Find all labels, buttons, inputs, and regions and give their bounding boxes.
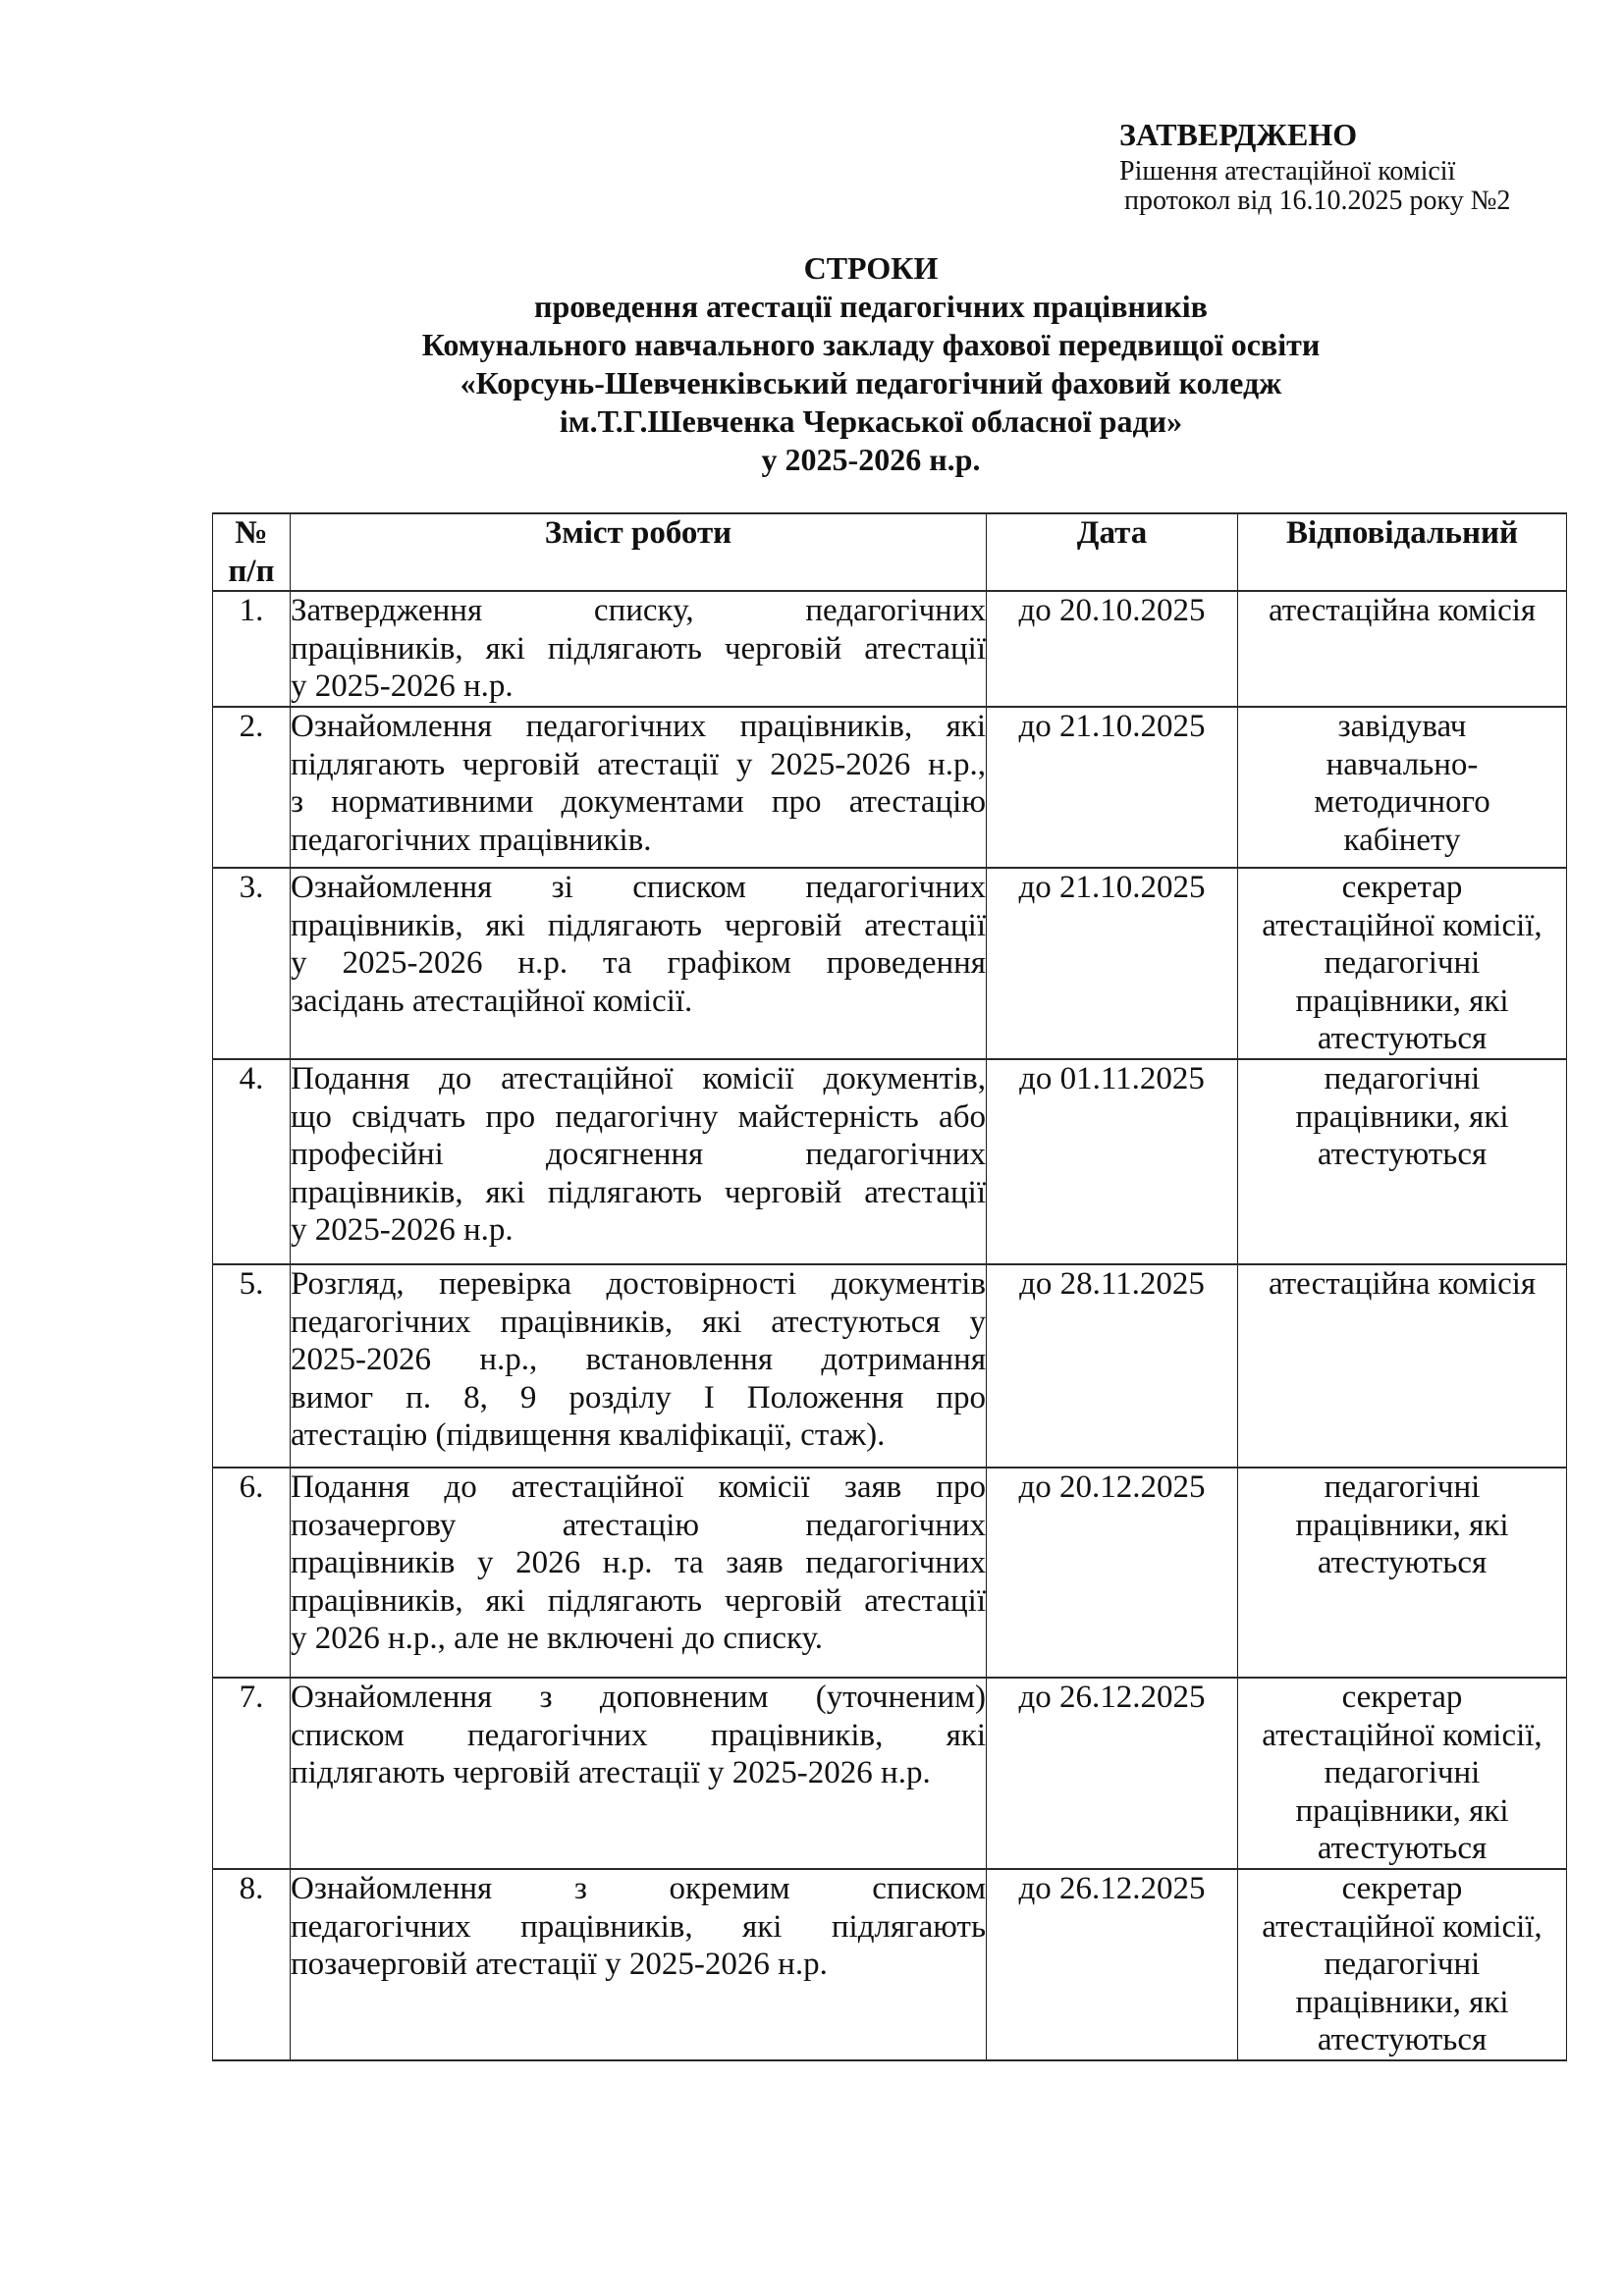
row-number: 4. xyxy=(213,1059,291,1264)
row-number: 3. xyxy=(213,868,291,1059)
content-line: Розгляд, перевірка достовірності документів xyxy=(291,1265,986,1302)
approval-title: ЗАТВЕРДЖЕНО xyxy=(1119,117,1358,152)
row-content xyxy=(291,1264,987,1468)
responsible-line: атестаційна комісія xyxy=(1268,1265,1537,1302)
responsible-line: працівники, які xyxy=(1295,1098,1509,1135)
row-number: 1. xyxy=(213,591,291,707)
responsible-line: атестуються xyxy=(1317,1831,1488,1867)
row-content xyxy=(291,591,987,707)
header-date: Дата xyxy=(987,513,1238,591)
content-line: Затвердження списку, педагогічних xyxy=(291,593,986,629)
responsible-line: секретар xyxy=(1341,869,1463,905)
responsible-line: педагогічні xyxy=(1324,1060,1481,1096)
responsible-line: працівники, які xyxy=(1295,1984,1509,2020)
content-line: працівників, які підлягають черговій атестації xyxy=(291,907,986,943)
content-line: позачерговій атестації у 2025-2026 н.р. xyxy=(291,1947,828,1983)
row-date: до 01.11.2025 xyxy=(987,1059,1238,1264)
responsible-line: завідувач xyxy=(1337,708,1467,744)
content-line: педагогічних працівників. xyxy=(291,822,652,858)
row-date: до 26.12.2025 xyxy=(987,1678,1238,1869)
content-line: у 2025-2026 н.р. xyxy=(291,1212,514,1249)
table-row xyxy=(213,591,1567,707)
content-line: у 2025-2026 н.р. xyxy=(291,668,514,705)
table-header-row xyxy=(213,513,1567,591)
heading-line: «Корсунь-Шевченківський педагогічний фаховий коледж xyxy=(460,365,1282,400)
content-line: Ознайомлення з окремим списком xyxy=(291,1870,986,1906)
row-responsible xyxy=(1238,1059,1567,1264)
heading-line: Комунального навчального закладу фахової передвищої освіти xyxy=(421,327,1321,362)
row-date: до 21.10.2025 xyxy=(987,707,1238,868)
row-responsible xyxy=(1238,1678,1567,1869)
content-line: педагогічних працівників, які атестуються у xyxy=(291,1304,986,1340)
row-responsible xyxy=(1238,1869,1567,2060)
responsible-line: методичного xyxy=(1314,784,1490,821)
content-line: засідань атестаційної комісії. xyxy=(291,983,693,1019)
heading-title: СТРОКИ xyxy=(803,250,939,286)
content-line: працівників, які підлягають черговій атестації xyxy=(291,1582,986,1619)
content-line: працівників, які підлягають черговій атестації xyxy=(291,630,986,667)
content-line: що свідчать про педагогічну майстерність або xyxy=(291,1098,986,1135)
responsible-line: педагогічні xyxy=(1324,1755,1481,1791)
row-content xyxy=(291,1059,987,1264)
content-line: 2025-2026 н.р., встановлення дотримання xyxy=(291,1342,986,1378)
row-date: до 21.10.2025 xyxy=(987,868,1238,1059)
document-heading xyxy=(282,249,1460,479)
responsible-line: працівники, які xyxy=(1295,1507,1509,1543)
content-line: атестацію (підвищення кваліфікації, стаж). xyxy=(291,1417,886,1454)
content-line: Подання до атестаційної комісії заяв про xyxy=(291,1468,986,1505)
content-line: списком педагогічних працівників, які xyxy=(291,1717,986,1753)
row-number: 6. xyxy=(213,1468,291,1678)
content-line: Подання до атестаційної комісії документів, xyxy=(291,1060,986,1096)
row-content xyxy=(291,1869,987,2060)
content-line: працівників, які підлягають черговій атестації xyxy=(291,1174,986,1210)
content-line: Ознайомлення педагогічних працівників, які xyxy=(291,708,986,744)
responsible-line: секретар xyxy=(1341,1679,1463,1715)
heading-line: проведення атестації педагогічних працівників xyxy=(534,289,1208,324)
responsible-line: кабінету xyxy=(1343,822,1461,858)
row-date: до 26.12.2025 xyxy=(987,1869,1238,2060)
responsible-line: працівники, які xyxy=(1295,983,1509,1019)
row-content xyxy=(291,1468,987,1678)
approval-decision: Рішення атестаційної комісії xyxy=(1119,156,1456,187)
content-line: у 2025-2026 н.р. та графіком проведення xyxy=(291,945,986,982)
row-number: 8. xyxy=(213,1869,291,2060)
responsible-line: навчально- xyxy=(1326,746,1479,782)
content-line: з нормативними документами про атестацію xyxy=(291,784,986,821)
responsible-line: атестуються xyxy=(1317,1137,1488,1173)
row-date: до 20.10.2025 xyxy=(987,591,1238,707)
row-content xyxy=(291,868,987,1059)
row-date: до 20.12.2025 xyxy=(987,1468,1238,1678)
table-row xyxy=(213,1059,1567,1264)
row-responsible xyxy=(1238,1468,1567,1678)
content-line: Ознайомлення зі списком педагогічних xyxy=(291,869,986,905)
heading-line: ім.Т.Г.Шевченка Черкаської обласної ради» xyxy=(559,403,1183,439)
approval-protocol: протокол від 16.10.2025 року №2 xyxy=(1124,186,1511,216)
schedule-table xyxy=(212,512,1567,2061)
responsible-line: атестуються xyxy=(1317,1545,1488,1581)
content-line: Ознайомлення з доповненим (уточненим) xyxy=(291,1679,986,1715)
responsible-line: працівники, які xyxy=(1295,1792,1509,1829)
responsible-line: атестаційної комісії, xyxy=(1262,1908,1543,1945)
row-responsible xyxy=(1238,591,1567,707)
content-line: підлягають черговій атестації у 2025-2026 н.р., xyxy=(291,746,986,782)
row-responsible xyxy=(1238,868,1567,1059)
table-row xyxy=(213,1468,1567,1678)
responsible-line: педагогічні xyxy=(1324,1947,1481,1983)
row-date: до 28.11.2025 xyxy=(987,1264,1238,1468)
responsible-line: атестуються xyxy=(1317,1021,1488,1057)
responsible-line: атестаційної комісії, xyxy=(1262,907,1543,943)
content-line: у 2026 н.р., але не включені до списку. xyxy=(291,1621,823,1657)
responsible-line: педагогічні xyxy=(1324,1468,1481,1505)
responsible-line: атестаційної комісії, xyxy=(1262,1717,1543,1753)
responsible-line: атестуються xyxy=(1317,2022,1488,2058)
row-number: 7. xyxy=(213,1678,291,1869)
content-line: вимог п. 8, 9 розділу І Положення про xyxy=(291,1379,986,1415)
row-number: 5. xyxy=(213,1264,291,1468)
header-number xyxy=(213,513,291,591)
row-content xyxy=(291,1678,987,1869)
heading-line: у 2025-2026 н.р. xyxy=(761,442,981,477)
content-line: педагогічних працівників, які підлягають xyxy=(291,1908,986,1945)
content-line: працівників у 2026 н.р. та заяв педагогічних xyxy=(291,1545,986,1581)
row-responsible xyxy=(1238,707,1567,868)
header-content: Зміст роботи xyxy=(291,513,987,591)
row-number: 2. xyxy=(213,707,291,868)
responsible-line: секретар xyxy=(1341,1870,1463,1906)
content-line: підлягають черговій атестації у 2025-2026 н.р. xyxy=(291,1755,931,1791)
header-responsible: Відповідальний xyxy=(1238,513,1567,591)
header-number-abbr: п/п xyxy=(228,553,275,589)
table-row xyxy=(213,707,1567,868)
content-line: професійні досягнення педагогічних xyxy=(291,1137,986,1173)
header-number-symbol: № xyxy=(235,515,268,551)
table-row xyxy=(213,1678,1567,1869)
row-content xyxy=(291,707,987,868)
table-row xyxy=(213,1869,1567,2060)
table-row xyxy=(213,868,1567,1059)
content-line: позачергову атестацію педагогічних xyxy=(291,1507,986,1543)
row-responsible xyxy=(1238,1264,1567,1468)
table-row xyxy=(213,1264,1567,1468)
responsible-line: атестаційна комісія xyxy=(1268,593,1537,629)
responsible-line: педагогічні xyxy=(1324,945,1481,982)
